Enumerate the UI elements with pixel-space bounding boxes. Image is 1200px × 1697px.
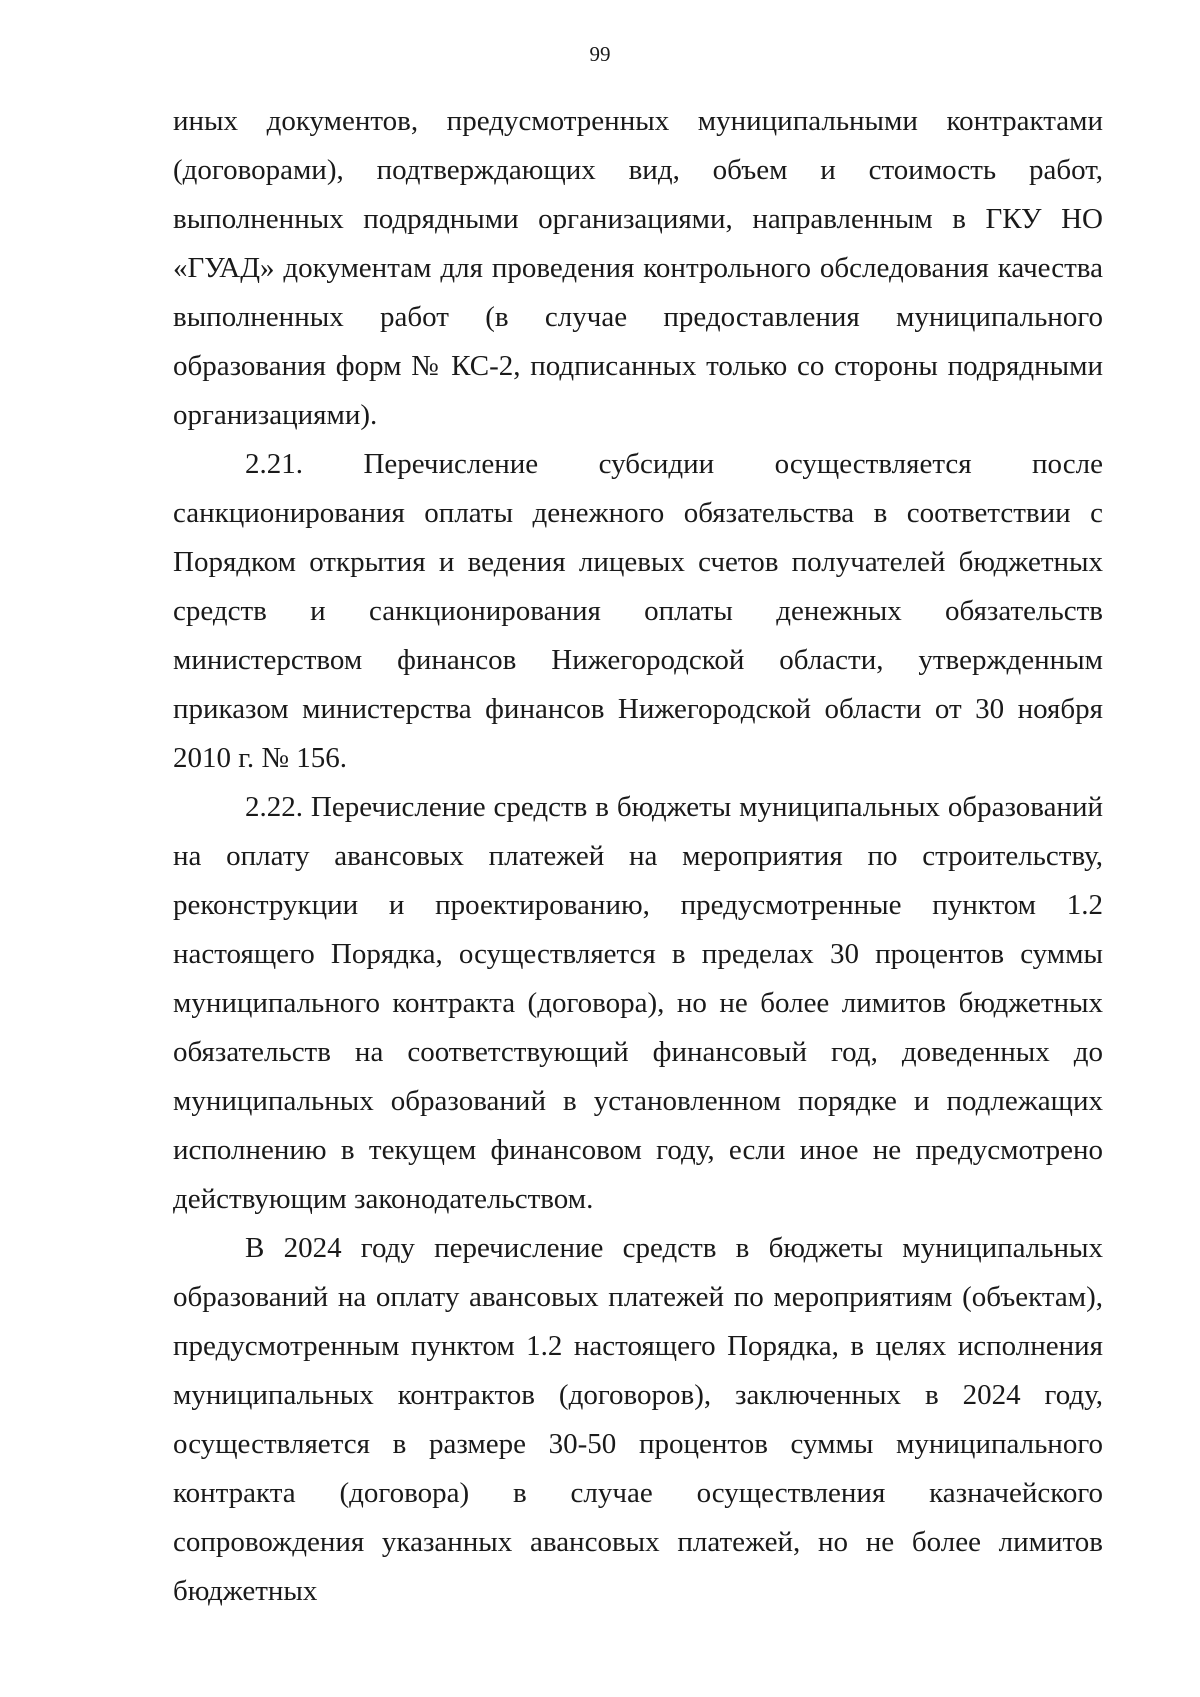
paragraph-2024: В 2024 году перечисление средств в бюджеты муниципальных образований на оплату авансовых платежей по мероприятиям (объектам), предусмотренным пунктом 1.2 настоящего Порядка, в целях исполнения муниципальных контрактов (договоров), заключенных в 2024 году, осуществляется в размере 30-50 процентов суммы муниципального контракта (договора) в случае осуществления казначейского сопровождения указанных авансовых платежей, но не более лимитов бюджетных <box>173 1232 1103 1607</box>
page-number: 99 <box>589 42 611 66</box>
paragraph-2-22: 2.22. Перечисление средств в бюджеты муниципальных образований на оплату авансовых платежей на мероприятия по строительству, реконструкции и проектированию, предусмотренные пунктом 1.2 настоящего Порядка, осуществляется в пределах 30 процентов суммы муниципального контракта (договора), но не более лимитов бюджетных обязательств на соответствующий финансовый год, доведенных до муниципальных образований в установленном порядке и подлежащих исполнению в текущем финансовом году, если иное не предусмотрено действующим законодательством. <box>173 791 1103 1215</box>
paragraph-2-21: 2.21. Перечисление субсидии осуществляется после санкционирования оплаты денежного обязательства в соответствии с Порядком открытия и ведения лицевых счетов получателей бюджетных средств и санкционирования оплаты денежных обязательств министерством финансов Нижегородской области, утвержденным приказом министерства финансов Нижегородской области от 30 ноября 2010 г. № 156. <box>173 448 1103 774</box>
document-body <box>173 97 1103 1616</box>
paragraph-continuation: иных документов, предусмотренных муниципальными контрактами (договорами), подтверждающих вид, объем и стоимость работ, выполненных подрядными организациями, направленным в ГКУ НО «ГУАД» документам для проведения контрольного обследования качества выполненных работ (в случае предоставления муниципального образования форм № КС-2, подписанных только со стороны подрядными организациями). <box>173 105 1103 431</box>
